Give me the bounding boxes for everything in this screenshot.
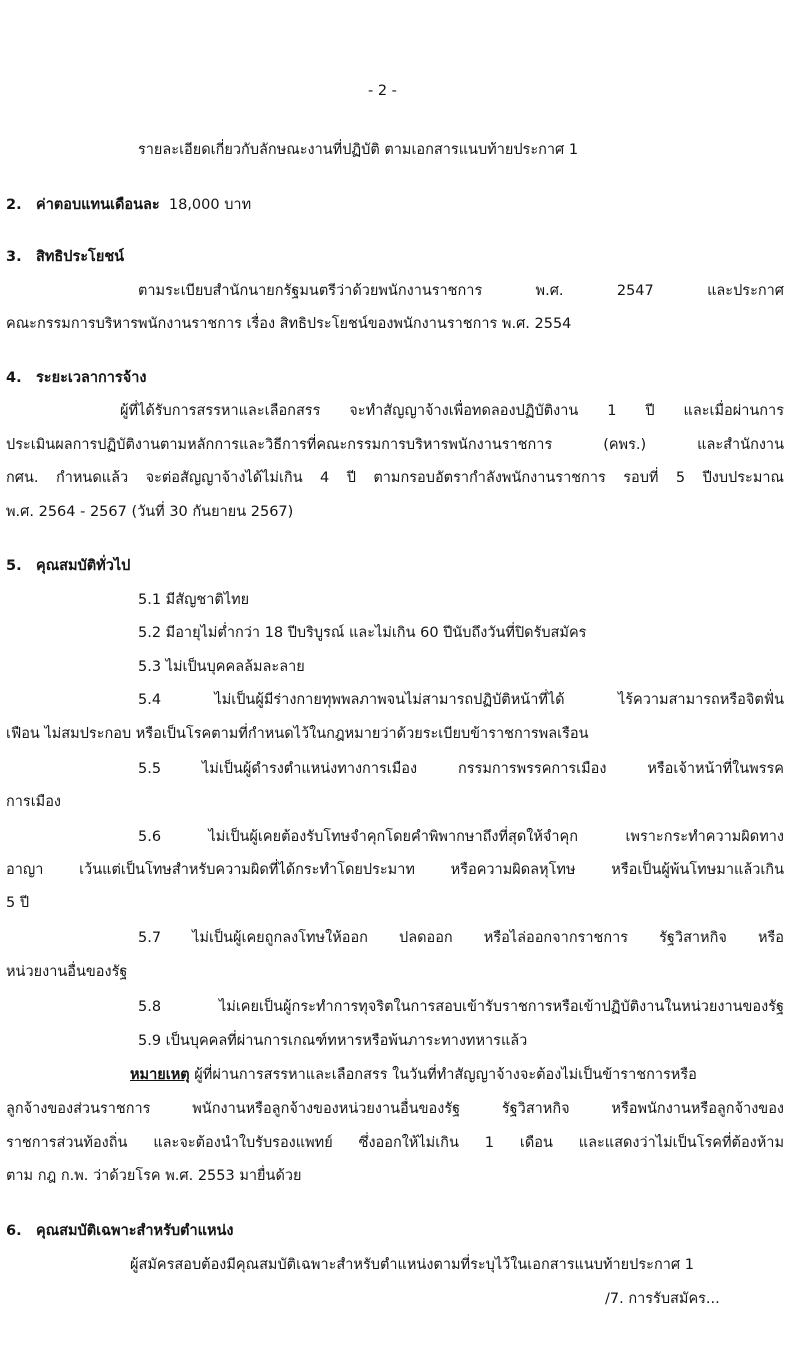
note-label: หมายเหตุ bbox=[130, 1067, 190, 1083]
section-2-title: ค่าตอบแทนเดือนละ bbox=[36, 197, 160, 213]
item-5-7-line-2: หน่วยงานอื่นของรัฐ bbox=[6, 964, 128, 980]
section-4-heading bbox=[6, 369, 146, 388]
section-6-heading bbox=[6, 1222, 234, 1241]
item-5-7-line-1: 5.7 ไม่เป็นผู้เคยถูกลงโทษให้ออก ปลดออก หรือไล่ออกจากราชการ รัฐวิสาหกิจ หรือ bbox=[138, 930, 784, 946]
item-5-5-line-2: การเมือง bbox=[6, 794, 62, 810]
section-2-number: 2. bbox=[6, 197, 22, 213]
item-5-4-line-1: 5.4 ไม่เป็นผู้มีร่างกายทุพพลภาพจนไม่สามารถปฏิบัติหน้าที่ได้ ไร้ความสามารถหรือจิตฟั่น bbox=[138, 692, 784, 708]
section-6-text: ผู้สมัครสอบต้องมีคุณสมบัติเฉพาะสำหรับตำแหน่งตามที่ระบุไว้ในเอกสารแนบท้ายประกาศ 1 bbox=[130, 1257, 694, 1273]
section-3-number: 3. bbox=[6, 249, 22, 265]
section-5-heading bbox=[6, 557, 130, 576]
item-5-6-line-2: อาญา เว้นแต่เป็นโทษสำหรับความผิดที่ได้กระทำโดยประมาท หรือความผิดลหุโทษ หรือเป็นผู้พ้นโทษมาแล้วเกิน bbox=[6, 862, 784, 878]
section-6-title: คุณสมบัติเฉพาะสำหรับตำแหน่ง bbox=[36, 1223, 234, 1239]
item-5-5-line-1: 5.5 ไม่เป็นผู้ดำรงตำแหน่งทางการเมือง กรรมการพรรคการเมือง หรือเจ้าหน้าที่ในพรรค bbox=[138, 761, 784, 777]
item-5-1: 5.1 มีสัญชาติไทย bbox=[138, 592, 250, 608]
section-2 bbox=[6, 196, 251, 215]
item-5-4-line-2: เฟือน ไม่สมประกอบ หรือเป็นโรคตามที่กำหนดไว้ในกฎหมายว่าด้วยระเบียบข้าราชการพลเรือน bbox=[6, 726, 589, 742]
section-4-number: 4. bbox=[6, 370, 22, 386]
page-number: - 2 - bbox=[368, 83, 397, 99]
section-4-line-2: ประเมินผลการปฏิบัติงานตามหลักการและวิธีการที่คณะกรรมการบริหารพนักงานราชการ (คพร.) และสำนักงาน bbox=[6, 437, 784, 453]
section-5-title: คุณสมบัติทั่วไป bbox=[36, 558, 131, 574]
section-2-salary: 18,000 บาท bbox=[168, 197, 252, 213]
item-5-9: 5.9 เป็นบุคคลที่ผ่านการเกณฑ์ทหารหรือพ้นภาระทางทหารแล้ว bbox=[138, 1033, 528, 1049]
note-text-1: ผู้ที่ผ่านการสรรหาและเลือกสรร ในวันที่ทำสัญญาจ้างจะต้องไม่เป็นข้าราชการหรือ bbox=[189, 1067, 697, 1083]
item-5-6-line-1: 5.6 ไม่เป็นผู้เคยต้องรับโทษจำคุกโดยคำพิพากษาถึงที่สุดให้จำคุก เพราะกระทำความผิดทาง bbox=[138, 829, 784, 845]
section-3-line-1: ตามระเบียบสำนักนายกรัฐมนตรีว่าด้วยพนักงานราชการ พ.ศ. 2547 และประกาศ bbox=[138, 283, 784, 299]
intro-line: รายละเอียดเกี่ยวกับลักษณะงานที่ปฏิบัติ ตามเอกสารแนบท้ายประกาศ 1 bbox=[138, 142, 579, 158]
section-4-title: ระยะเวลาการจ้าง bbox=[36, 370, 147, 386]
item-5-3: 5.3 ไม่เป็นบุคคลล้มละลาย bbox=[138, 659, 305, 675]
note-line-3: ราชการส่วนท้องถิ่น และจะต้องนำใบรับรองแพทย์ ซึ่งออกให้ไม่เกิน 1 เดือน และแสดงว่าไม่เป็นโรคที่ต้องห้าม bbox=[6, 1135, 785, 1151]
section-4-line-4: พ.ศ. 2564 - 2567 (วันที่ 30 กันยายน 2567) bbox=[6, 504, 294, 520]
section-4-line-3: กศน. กำหนดแล้ว จะต่อสัญญาจ้างได้ไม่เกิน 4 ปี ตามกรอบอัตรากำลังพนักงานราชการ รอบที่ 5 ปีงบประมาณ bbox=[6, 470, 784, 486]
item-5-2: 5.2 มีอายุไม่ต่ำกว่า 18 ปีบริบูรณ์ และไม่เกิน 60 ปีนับถึงวันที่ปิดรับสมัคร bbox=[138, 625, 587, 641]
section-3-heading bbox=[6, 248, 124, 267]
section-3-title: สิทธิประโยชน์ bbox=[36, 249, 125, 265]
section-4-line-1: ผู้ที่ได้รับการสรรหาและเลือกสรร จะทำสัญญาจ้างเพื่อทดลองปฏิบัติงาน 1 ปี และเมื่อผ่านการ bbox=[120, 403, 784, 419]
item-5-6-line-3: 5 ปี bbox=[6, 895, 30, 911]
section-6-number: 6. bbox=[6, 1223, 22, 1239]
item-5-8: 5.8 ไม่เคยเป็นผู้กระทำการทุจริตในการสอบเข้ารับราชการหรือเข้าปฏิบัติงานในหน่วยงานของรัฐ bbox=[138, 999, 784, 1015]
section-5-number: 5. bbox=[6, 558, 22, 574]
continued-marker: /7. การรับสมัคร... bbox=[605, 1291, 720, 1307]
section-3-line-2: คณะกรรมการบริหารพนักงานราชการ เรื่อง สิทธิประโยชน์ของพนักงานราชการ พ.ศ. 2554 bbox=[6, 316, 572, 332]
note-line-2: ลูกจ้างของส่วนราชการ พนักงานหรือลูกจ้างของหน่วยงานอื่นของรัฐ รัฐวิสาหกิจ หรือพนักงานหรือลูกจ้างของ bbox=[6, 1101, 784, 1117]
note-line-4: ตาม กฎ ก.พ. ว่าด้วยโรค พ.ศ. 2553 มายื่นด้วย bbox=[6, 1168, 302, 1184]
note-line-1 bbox=[130, 1066, 697, 1085]
